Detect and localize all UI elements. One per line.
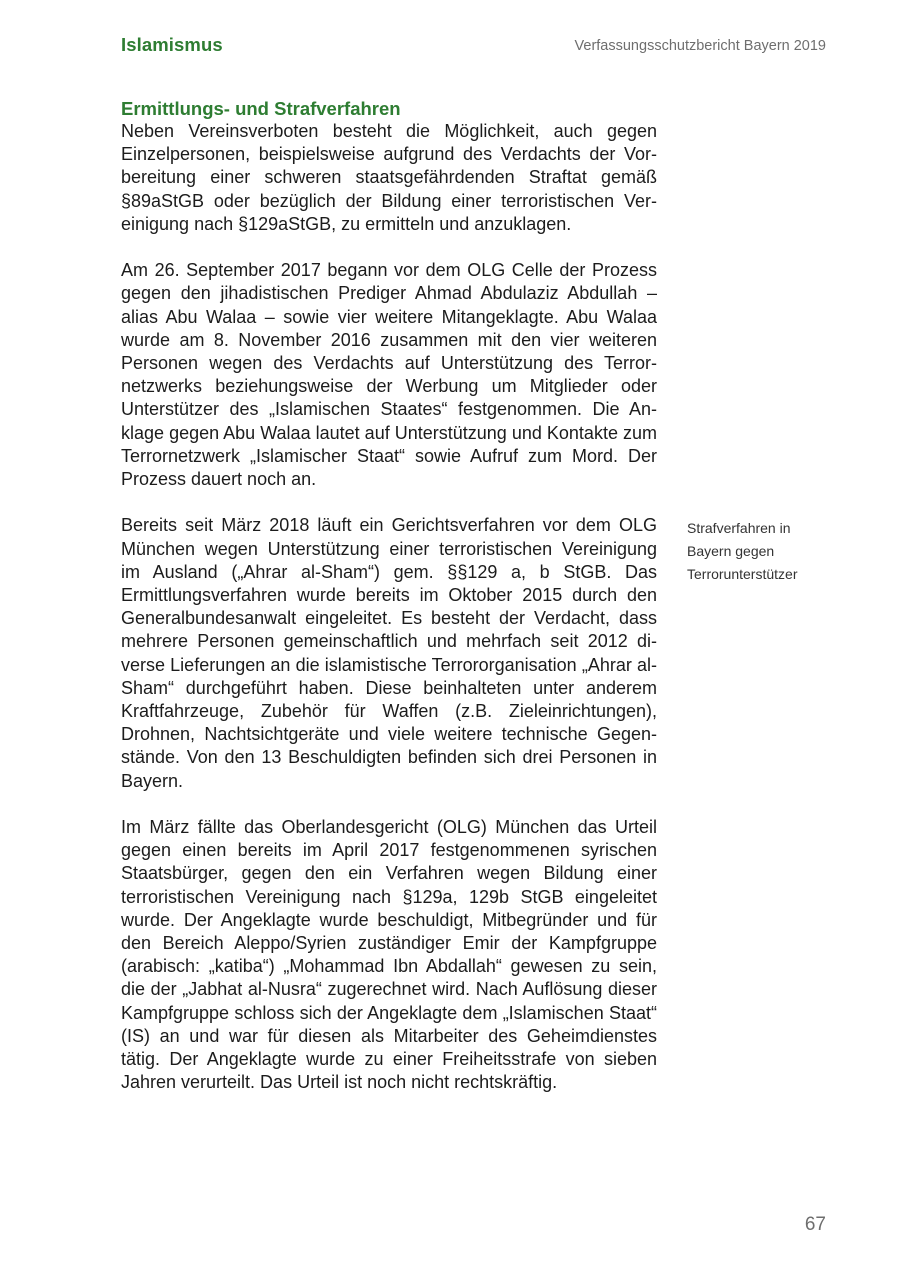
section-heading: Ermittlungs- und Strafverfahren xyxy=(121,98,401,119)
margin-note: Strafverfahren in Bayern gegen Terrorunterstützer xyxy=(687,520,798,582)
paragraph-4: Im März fällte das Oberlandesgericht (OLG) München das Urteil gegen einen bereits im April 2017 festgenommenen syrischen Staatsbürger, gegen den ein Verfahren wegen Bildung einer terroristischen Vereinigung nach §129a, 129b StGB eingeleitet wurde. Der Angeklagte wurde beschuldigt, Mitbegründer und für den Bereich Aleppo/Syrien zuständiger Emir der Kampfgruppe (arabisch: „katiba“) „Mohammad Ibn Abdallah“ gewesen zu sein, die der „Jabhat al-Nusra“ zugerechnet wird. Nach Auflösung dieser Kampfgruppe schloss sich der Angeklagte dem „Islamischen Staat“ (IS) an und war für diesen als Mitarbeiter des Geheimdienstes tätig. Der Angeklagte wurde zu einer Freiheitsstrafe von sieben Jahren verurteilt. Das Urteil ist noch nicht rechtskräftig. xyxy=(121,817,657,1093)
section-title: Islamismus xyxy=(121,34,223,55)
paragraph-3: Bereits seit März 2018 läuft ein Gerichtsverfahren vor dem OLG München wegen Unterstützung einer terroristischen Vereinigung im Ausland („Ahrar al-Sham“) gem. §§129 a, b StGB. Das Ermittlungsverfahren wurde bereits im Oktober 2015 durch den Generalbundesanwalt eingeleitet. Es besteht der Verdacht, dass mehrere Personen gemeinschaftlich und mehrfach seit 2012 diverse Lieferungen an die islamistische Terrororganisation „Ahrar al-Sham“ durchgeführt haben. Diese beinhalteten unter anderem Kraftfahrzeuge, Zubehör für Waffen (z.B. Zieleinrichtungen), Drohnen, Nachtsichtgeräte und viele weitere technische Gegenstände. Von den 13 Beschuldigten befinden sich drei Personen in Bayern. xyxy=(121,515,657,791)
paragraph-2: Am 26. September 2017 begann vor dem OLG Celle der Prozess gegen den jihadistischen Prediger Ahmad Abdulaziz Abdullah – alias Abu Walaa – sowie vier weitere Mitangeklagte. Abu Walaa wurde am 8. November 2016 zusammen mit den vier weiteren Personen wegen des Verdachts auf Unterstützung des Terrornetzwerks beziehungsweise der Werbung um Mitglieder oder Unterstützer des „Islamischen Staates“ festgenommen. Die Anklage gegen Abu Walaa lautet auf Unterstützung und Kontakte zum Terrornetzwerk „Islamischer Staat“ sowie Aufruf zum Mord. Der Prozess dauert noch an. xyxy=(121,260,657,490)
report-title: Verfassungsschutzbericht Bayern 2019 xyxy=(574,38,826,54)
main-content xyxy=(121,97,657,1118)
page-number: 67 xyxy=(804,1214,826,1235)
paragraph-1: Neben Vereinsverboten besteht die Möglichkeit, auch gegen Einzelpersonen, beispielsweise aufgrund des Verdachts der Vorbereitung einer schweren staatsgefährdenden Straftat gemäß §89aStGB oder bezüglich der Bildung einer terroristischen Vereinigung nach §129aStGB, zu ermitteln und anzuklagen. xyxy=(121,121,657,234)
